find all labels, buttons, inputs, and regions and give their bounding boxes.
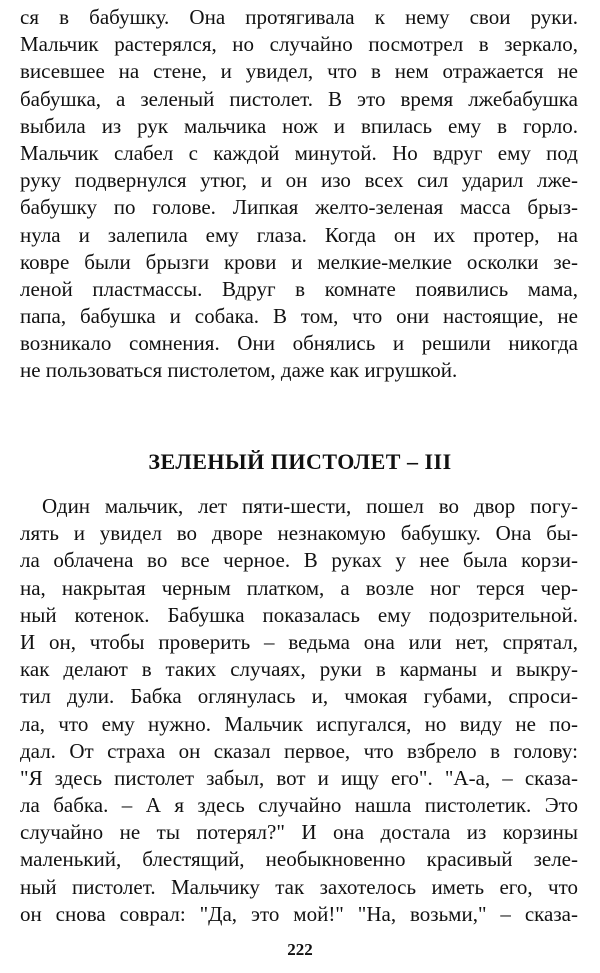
text-line: висевшее на стене, и увидел, что в нем отражается не (20, 59, 578, 84)
text-line: папа, бабушка и собака. В том, что они настоящие, не (20, 304, 578, 329)
text-line: ный пистолет. Мальчику так захотелось иметь его, что (20, 874, 578, 899)
text-line: "Я здесь пистолет забыл, вот и ищу его". "А-а, – сказа- (20, 765, 578, 790)
text-line: как делают в таких случаях, руки в карманы и выкру- (20, 657, 578, 682)
text-line: ковре были брызги крови и мелкие-мелкие осколки зе- (20, 249, 578, 274)
text-line: на, накрытая черным платком, а возле ног терся чер- (20, 575, 578, 600)
text-line: выбила из рук мальчика нож и впилась ему в горло. (20, 113, 578, 138)
text-line: нула и залепила ему глаза. Когда он их протер, на (20, 222, 578, 247)
text-line: бабушку по голове. Липкая желто-зеленая масса брыз- (20, 195, 578, 220)
chapter-heading: ЗЕЛЕНЫЙ ПИСТОЛЕТ – III (148, 449, 452, 474)
text-line: случайно не ты потерял?" И она достала из корзины (20, 820, 578, 845)
text-line: тил дули. Бабка оглянулась и, чмокая губами, спроси- (20, 684, 578, 709)
text-line: ла, что ему нужно. Мальчик испугался, но виду не по- (20, 711, 578, 736)
page-number: 222 (287, 940, 313, 959)
paragraph-continued (20, 4, 578, 385)
text-line: ный котенок. Бабушка показалась ему подозрительной. (20, 602, 578, 627)
text-line: И он, чтобы проверить – ведьма она или нет, спрятал, (20, 629, 578, 654)
text-line: дал. От страха он сказал первое, что взбрело в голову: (20, 738, 578, 763)
text-line: ся в бабушку. Она протягивала к нему свои руки. (20, 5, 578, 29)
text-line: леной пластмассы. Вдруг в комнате появились мама, (20, 276, 578, 301)
text-line: лять и увидел во дворе незнакомую бабушку. Она бы- (20, 521, 578, 546)
text-line: маленький, блестящий, необыкновенно красивый зеле- (20, 847, 578, 872)
text-line: Мальчик слабел с каждой минутой. Но вдруг ему под (20, 140, 578, 165)
text-line: Мальчик растерялся, но случайно посмотрел в зеркало, (20, 32, 578, 57)
text-line: Один мальчик, лет пяти-шести, пошел во двор погу- (42, 494, 578, 518)
text-line: ла облачена во все черное. В руках у нее была корзи- (20, 548, 578, 573)
text-line: руку подвернулся утюг, и он изо всех сил ударил лже- (20, 168, 578, 193)
text-line: он снова соврал: "Да, это мой!" "На, возьми," – сказа- (20, 901, 578, 926)
text-line: бабушка, а зеленый пистолет. В это время лжебабушка (20, 86, 578, 111)
text-line: возникало сомнения. Они обнялись и решили никогда (20, 331, 578, 356)
text-line: не пользоваться пистолетом, даже как игрушкой. (20, 358, 458, 383)
text-line: ла бабка. – А я здесь случайно нашла пистолетик. Это (20, 793, 578, 818)
paragraph-chapter-start (20, 493, 578, 928)
